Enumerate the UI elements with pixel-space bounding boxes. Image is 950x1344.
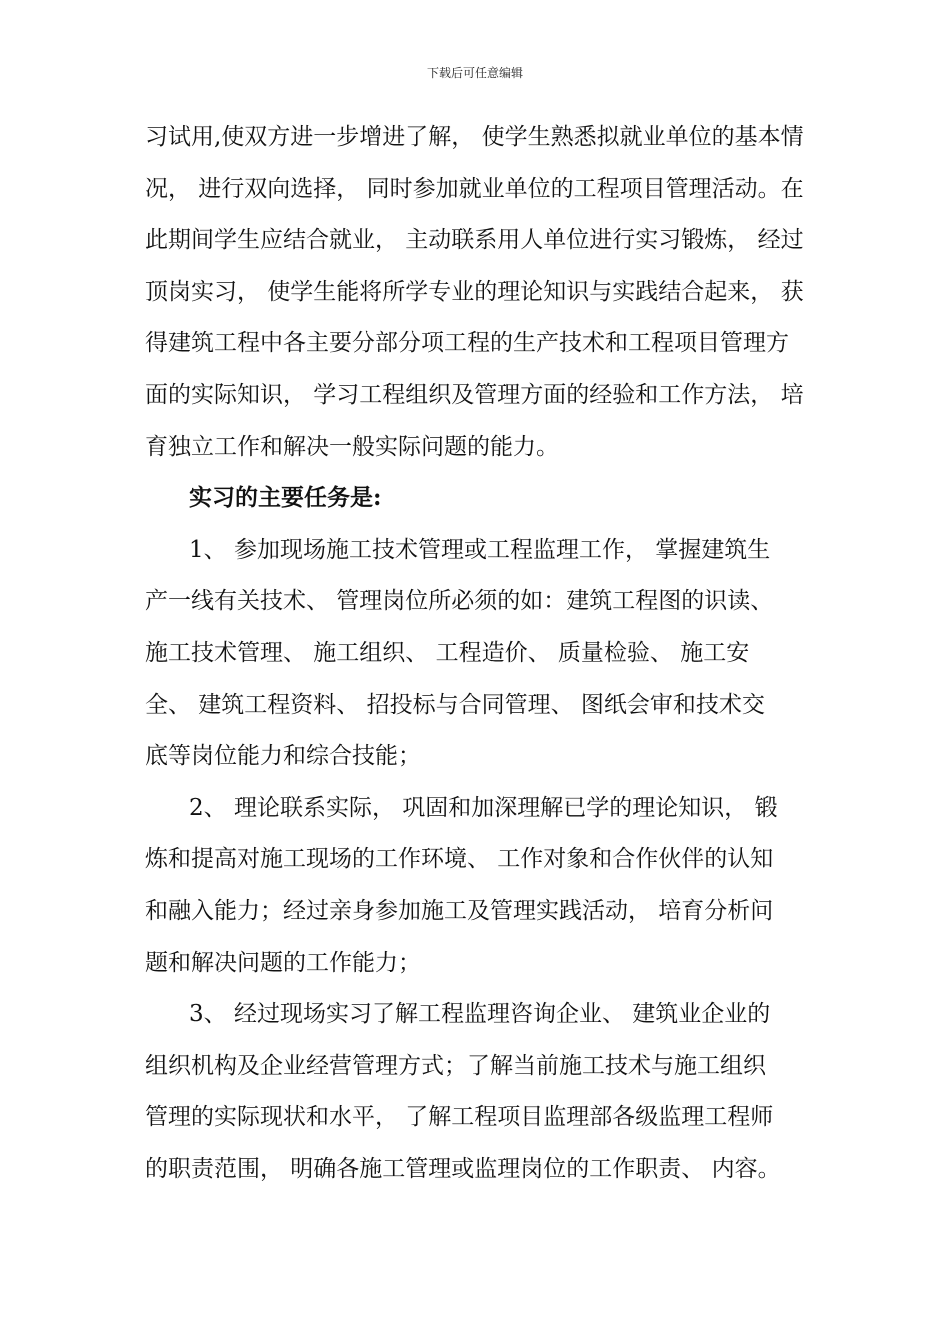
text-line: 得建筑工程中各主要分部分项工程的生产技术和工程项目管理方 <box>145 330 789 357</box>
list-item-1-line: 1、 参加现场施工技术管理或工程监理工作， 掌握建筑生 <box>189 536 771 563</box>
text-line: 顶岗实习， 使学生能将所学专业的理论知识与实践结合起来， 获 <box>145 278 804 305</box>
text-line: 题和解决问题的工作能力； <box>145 949 421 976</box>
page-header-note: 下载后可任意编辑 <box>426 66 523 80</box>
text-line: 底等岗位能力和综合技能； <box>145 743 421 770</box>
text-line: 炼和提高对施工现场的工作环境、 工作对象和合作伙伴的认知 <box>145 846 774 873</box>
text-line: 习试用,使双方进一步增进了解， 使学生熟悉拟就业单位的基本情 <box>145 124 804 150</box>
text-line: 育独立工作和解决一般实际问题的能力。 <box>145 433 559 460</box>
text-line: 面的实际知识， 学习工程组织及管理方面的经验和工作方法， 培 <box>145 381 804 408</box>
text-line: 管理的实际现状和水平， 了解工程项目监理部各级监理工程师 <box>145 1104 774 1131</box>
text-line: 和融入能力；经过亲身参加施工及管理实践活动， 培育分析问 <box>145 897 774 924</box>
text-line: 此期间学生应结合就业， 主动联系用人单位进行实习锻炼， 经过 <box>145 227 804 254</box>
text-line: 施工技术管理、 施工组织、 工程造价、 质量检验、 施工安 <box>145 639 750 666</box>
text-line: 全、 建筑工程资料、 招投标与合同管理、 图纸会审和技术交 <box>145 691 765 718</box>
text-line: 组织机构及企业经营管理方式；了解当前施工技术与施工组织 <box>145 1052 766 1079</box>
text-line: 况， 进行双向选择， 同时参加就业单位的工程项目管理活动。在 <box>145 175 804 202</box>
list-item-2-line: 2、 理论联系实际， 巩固和加深理解已学的理论知识， 锻 <box>189 794 778 821</box>
list-item-3-line: 3、 经过现场实习了解工程监理咨询企业、 建筑业企业的 <box>189 1001 771 1028</box>
document-body <box>145 118 810 1201</box>
text-line: 的职责范围， 明确各施工管理或监理岗位的工作职责、 内容。 <box>145 1155 781 1182</box>
text-line: 产一线有关技术、 管理岗位所必须的如：建筑工程图的识读、 <box>145 588 774 615</box>
section-heading: 实习的主要任务是: <box>189 484 382 512</box>
